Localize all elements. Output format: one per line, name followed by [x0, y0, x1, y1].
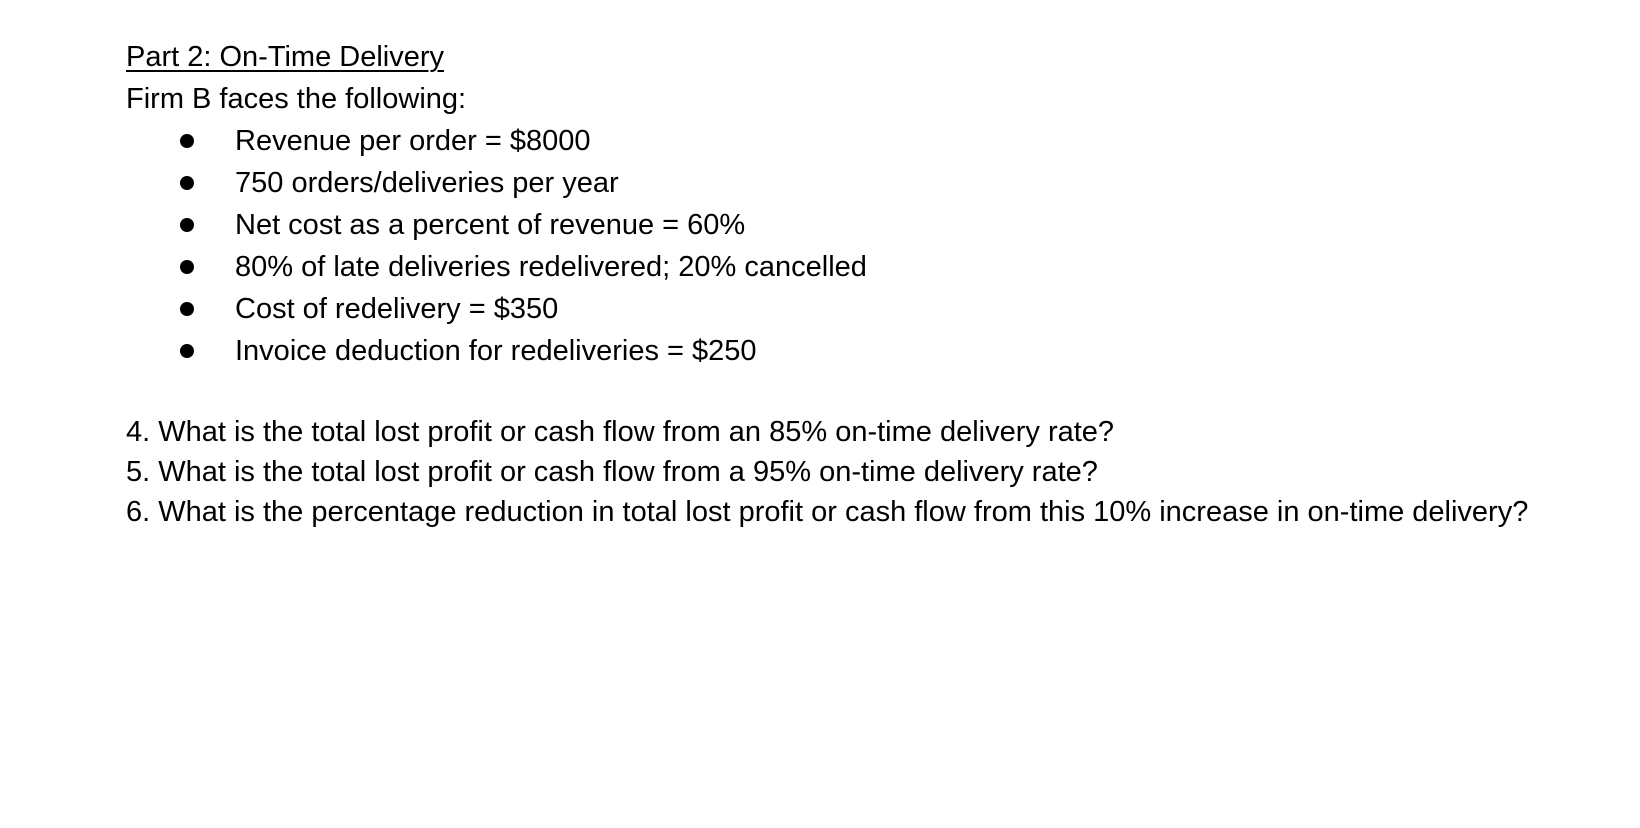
- fact-text: 750 orders/deliveries per year: [235, 167, 619, 199]
- bullet-icon: [180, 260, 194, 274]
- question-4: 4. What is the total lost profit or cash flow from an 85% on-time delivery rate?: [126, 416, 1115, 448]
- fact-text: Invoice deduction for redeliveries = $250: [235, 335, 757, 367]
- fact-item: [126, 330, 1546, 372]
- fact-item: [126, 246, 1546, 288]
- question-6: 6. What is the percentage reduction in total lost profit or cash flow from this 10% increase in on-time delivery?: [126, 496, 1529, 528]
- bullet-icon: [180, 344, 194, 358]
- document-page: [126, 36, 1546, 532]
- fact-text: 80% of late deliveries redelivered; 20% cancelled: [235, 251, 867, 283]
- question-5: 5. What is the total lost profit or cash flow from a 95% on-time delivery rate?: [126, 456, 1098, 488]
- fact-item: [126, 288, 1546, 330]
- fact-item: [126, 120, 1546, 162]
- section-intro: Firm B faces the following:: [126, 83, 467, 115]
- bullet-icon: [180, 218, 194, 232]
- section-title: Part 2: On-Time Delivery: [126, 41, 444, 73]
- facts-list: [126, 120, 1546, 372]
- fact-item: [126, 162, 1546, 204]
- bullet-icon: [180, 134, 194, 148]
- spacer: [126, 372, 1546, 412]
- fact-text: Cost of redelivery = $350: [235, 293, 559, 325]
- fact-text: Revenue per order = $8000: [235, 125, 591, 157]
- fact-item: [126, 204, 1546, 246]
- fact-text: Net cost as a percent of revenue = 60%: [235, 209, 746, 241]
- bullet-icon: [180, 176, 194, 190]
- bullet-icon: [180, 302, 194, 316]
